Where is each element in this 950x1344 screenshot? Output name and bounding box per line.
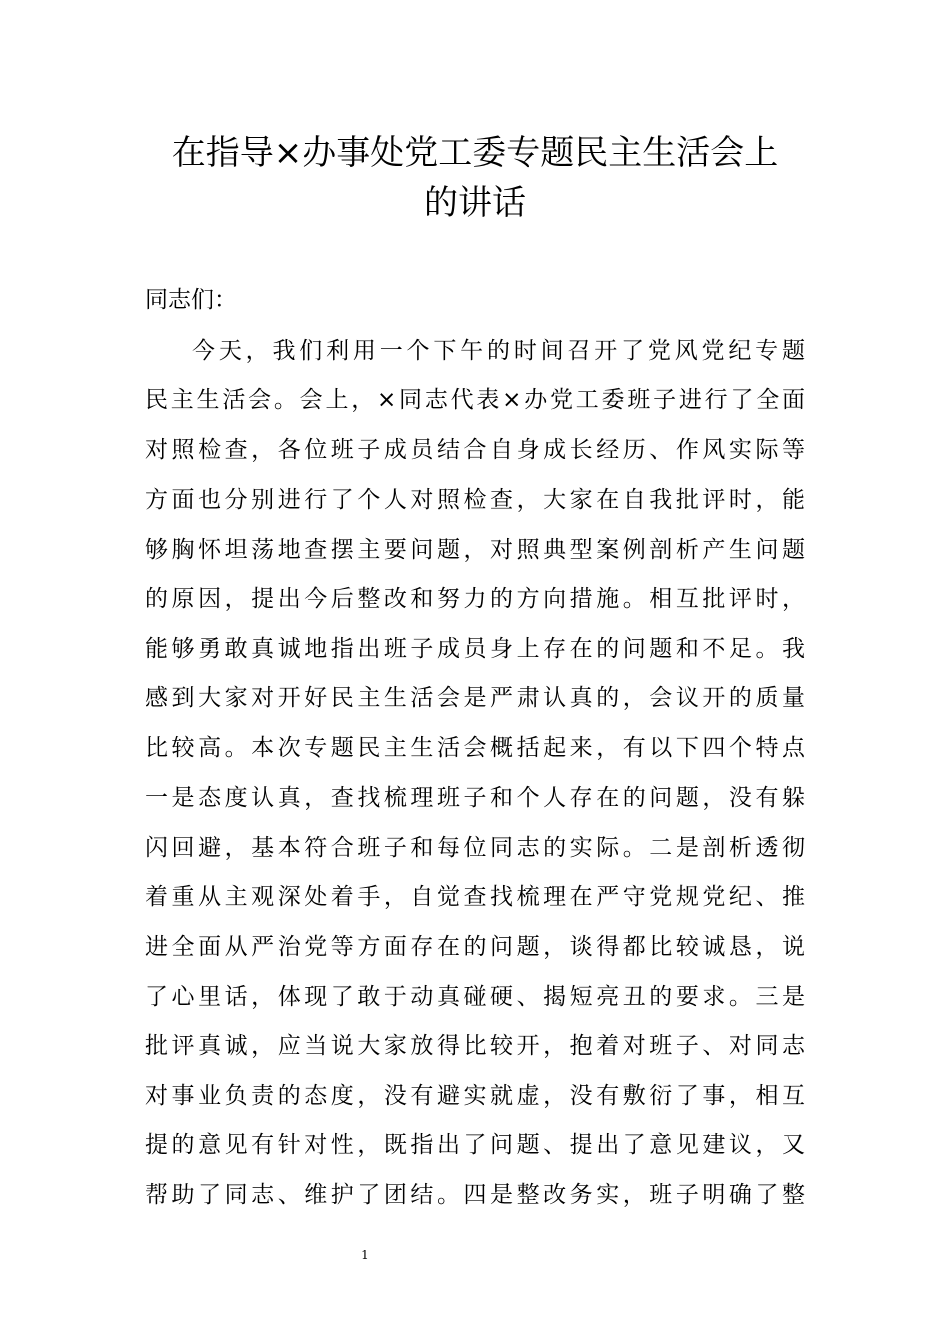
body-line: 民主生活会。会上，×同志代表×办党工委班子进行了全面 xyxy=(145,387,805,413)
salutation: 同志们： xyxy=(145,287,237,313)
body-line: 了心里话，体现了敢于动真碰硬、揭短亮丑的要求。三是 xyxy=(145,984,805,1010)
body-line: 闪回避，基本符合班子和每位同志的实际。二是剖析透彻 xyxy=(145,835,805,861)
title-line-1: 在指导×办事处党工委专题民主生活会上 xyxy=(171,133,779,173)
body-line: 今天，我们利用一个下午的时间召开了党风党纪专题 xyxy=(192,338,805,364)
body-line: 够胸怀坦荡地查摆主要问题，对照典型案例剖析产生问题 xyxy=(145,537,805,563)
title-line-2: 的讲话 xyxy=(424,183,526,223)
body-line: 批评真诚，应当说大家放得比较开，抱着对班子、对同志 xyxy=(145,1033,805,1059)
body-line: 进全面从严治党等方面存在的问题，谈得都比较诚恳，说 xyxy=(145,934,805,960)
body-line: 对照检查，各位班子成员结合自身成长经历、作风实际等 xyxy=(145,437,805,463)
body-line: 能够勇敢真诚地指出班子成员身上存在的问题和不足。我 xyxy=(145,636,805,662)
body-line: 比较高。本次专题民主生活会概括起来，有以下四个特点 xyxy=(145,735,805,761)
body-line: 方面也分别进行了个人对照检查，大家在自我批评时，能 xyxy=(145,487,805,513)
body-line: 一是态度认真，查找梳理班子和个人存在的问题，没有躲 xyxy=(145,785,805,811)
body-line: 着重从主观深处着手，自觉查找梳理在严守党规党纪、推 xyxy=(145,884,805,910)
body-line: 提的意见有针对性，既指出了问题、提出了意见建议，又 xyxy=(145,1132,805,1158)
body-line: 的原因，提出今后整改和努力的方向措施。相互批评时， xyxy=(145,586,805,612)
body-line: 对事业负责的态度，没有避实就虚，没有敷衍了事，相互 xyxy=(145,1083,805,1109)
page-number: 1 xyxy=(361,1248,369,1262)
body-line: 感到大家对开好民主生活会是严肃认真的，会议开的质量 xyxy=(145,685,805,711)
body-line: 帮助了同志、维护了团结。四是整改务实，班子明确了整 xyxy=(145,1182,805,1208)
